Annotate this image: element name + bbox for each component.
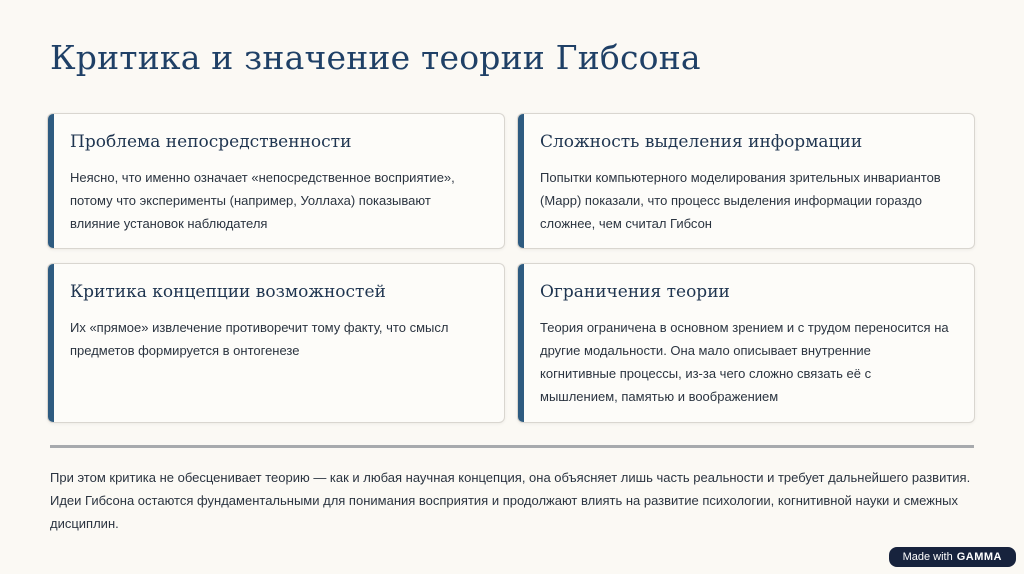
card-heading: Ограничения теории [540, 282, 730, 302]
summary-paragraph: При этом критика не обесценивает теорию — как и любая научная концепция, она объясняет лишь часть реальности и требует дальнейшего развития. Идеи Гибсона остаются фундаментальными для понимания восприятия и продолжают влиять на развитие психологии, когнитивной науки и смежных дисциплин. [50, 470, 971, 531]
card-accent-bar [518, 114, 524, 248]
card-body: Теория ограничена в основном зрением и с трудом переносится на другие модальности. Она мало описывает внутренние когнитивные процессы, из-за чего сложно связать её с мышлением, памятью и воображением [540, 320, 949, 404]
card-heading: Критика концепции возможностей [70, 282, 386, 302]
card-theory-limitations [517, 263, 975, 423]
card-accent-bar [48, 264, 54, 422]
card-affordances-critique [47, 263, 505, 423]
card-immediacy-problem [47, 113, 505, 249]
made-with-gamma-badge[interactable] [889, 547, 1016, 567]
page-title: Критика и значение теории Гибсона [50, 38, 701, 77]
card-accent-bar [518, 264, 524, 422]
card-heading: Сложность выделения информации [540, 132, 863, 152]
card-information-extraction [517, 113, 975, 249]
card-body: Неясно, что именно означает «непосредственное восприятие», потому что эксперименты (например, Уоллаха) показывают влияние установок наблюдателя [70, 170, 455, 231]
section-divider [50, 445, 974, 448]
card-heading: Проблема непосредственности [70, 132, 352, 152]
badge-prefix: Made with [902, 551, 953, 563]
gamma-logo: GAMMA [956, 551, 1002, 563]
card-body: Их «прямое» извлечение противоречит тому факту, что смысл предметов формируется в онтогенезе [70, 320, 449, 358]
card-body: Попытки компьютерного моделирования зрительных инвариантов (Марр) показали, что процесс выделения информации гораздо сложнее, чем считал Гибсон [540, 170, 941, 231]
card-accent-bar [48, 114, 54, 248]
